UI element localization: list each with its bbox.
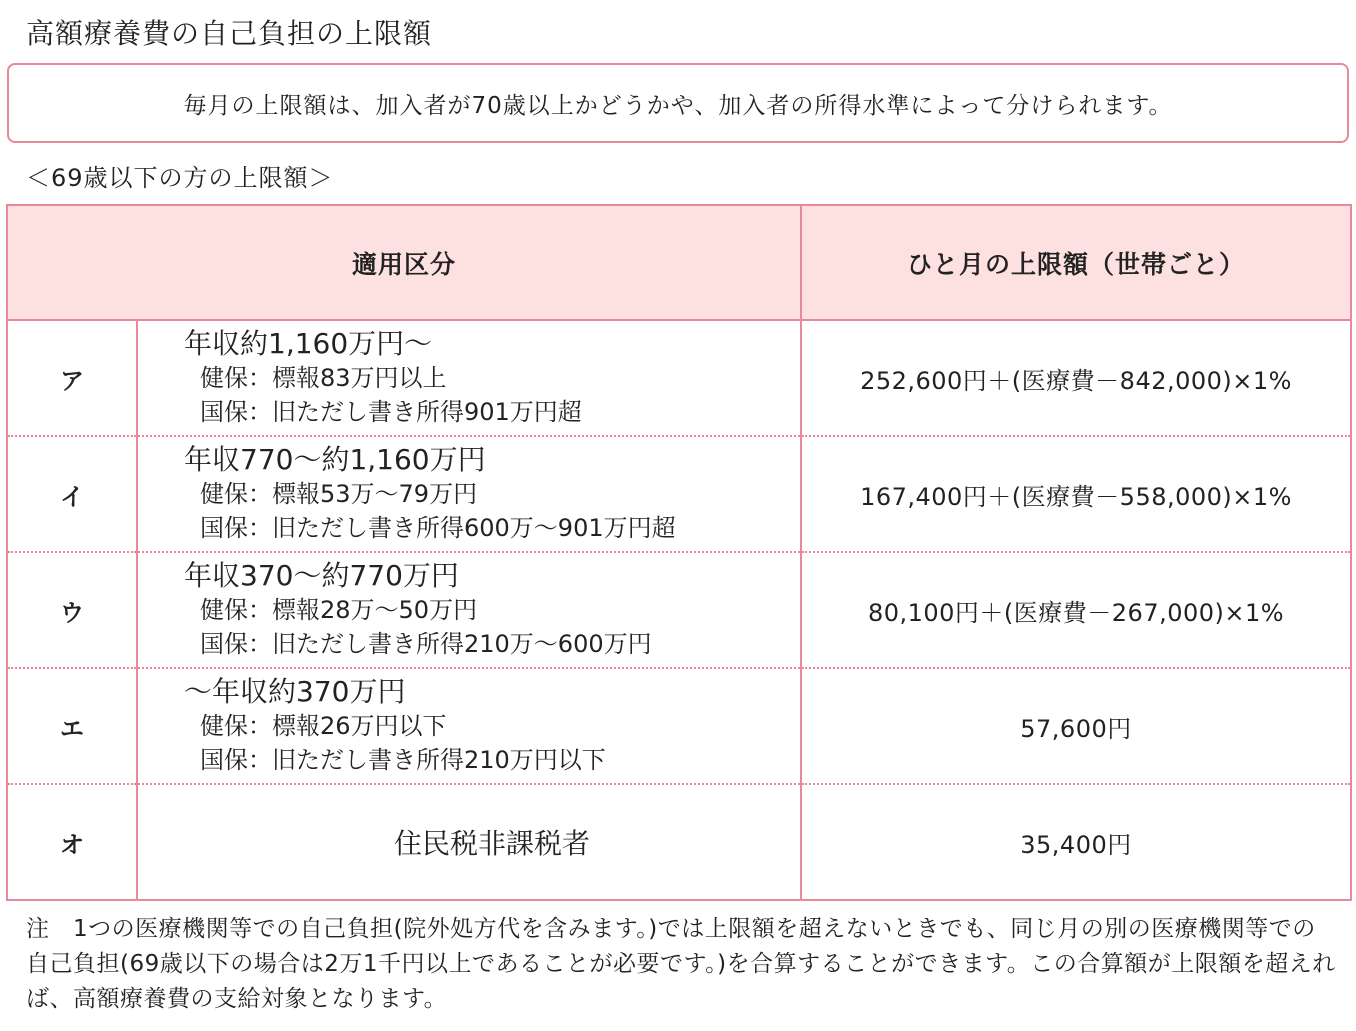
table-row [7, 320, 1351, 436]
header-category: 適用区分 [7, 205, 801, 320]
row-code: ア [7, 320, 137, 436]
limit-table [6, 204, 1352, 901]
row-limit: 35,400円 [801, 784, 1351, 900]
row-code: オ [7, 784, 137, 900]
kenpo-criteria: 健保：標報83万円以上 [200, 364, 447, 392]
table-header-row [7, 205, 1351, 320]
kokuho-criteria: 国保：旧ただし書き所得901万円超 [200, 398, 582, 426]
footnote: 注 1つの医療機関等での自己負担(院外処方代を含みます。)では上限額を超えないときでも、同じ月の別の医療機関等での自己負担(69歳以下の場合は2万1千円以上であることが必要です。)を合算することができます。この合算額が上限額を超えれば、高額療養費の支給対象となります。 [26, 916, 1336, 1012]
income-range: 年収370～約770万円 [184, 559, 459, 592]
section-subheading: ＜69歳以下の方の上限額＞ [26, 164, 334, 192]
kokuho-criteria: 国保：旧ただし書き所得600万～901万円超 [200, 514, 676, 542]
kenpo-criteria: 健保：標報28万～50万円 [200, 596, 478, 624]
table-row [7, 552, 1351, 668]
row-category [137, 320, 801, 436]
income-range: ～年収約370万円 [184, 675, 406, 708]
row-code: ウ [7, 552, 137, 668]
intro-box [7, 63, 1349, 143]
kenpo-criteria: 健保：標報26万円以下 [200, 712, 447, 740]
row-limit: 252,600円＋(医療費－842,000)×1% [801, 320, 1351, 436]
row-code: イ [7, 436, 137, 552]
page-title: 高額療養費の自己負担の上限額 [26, 17, 433, 50]
income-range: 年収約1,160万円～ [184, 327, 433, 360]
intro-text: 毎月の上限額は、加入者が70歳以上かどうかや、加入者の所得水準によって分けられます。 [183, 92, 1173, 119]
table-row [7, 436, 1351, 552]
row-category [137, 668, 801, 784]
table-row [7, 668, 1351, 784]
row-limit: 80,100円＋(医療費－267,000)×1% [801, 552, 1351, 668]
table-row [7, 784, 1351, 900]
row-code: エ [7, 668, 137, 784]
row-category [137, 552, 801, 668]
kokuho-criteria: 国保：旧ただし書き所得210万～600万円 [200, 630, 652, 658]
row-limit: 167,400円＋(医療費－558,000)×1% [801, 436, 1351, 552]
income-range: 年収770～約1,160万円 [184, 443, 486, 476]
row-category [137, 436, 801, 552]
row-limit: 57,600円 [801, 668, 1351, 784]
income-range: 住民税非課税者 [394, 827, 591, 860]
kokuho-criteria: 国保：旧ただし書き所得210万円以下 [200, 746, 606, 774]
row-category [137, 784, 801, 900]
kenpo-criteria: 健保：標報53万～79万円 [200, 480, 478, 508]
header-limit: ひと月の上限額（世帯ごと） [801, 205, 1351, 320]
